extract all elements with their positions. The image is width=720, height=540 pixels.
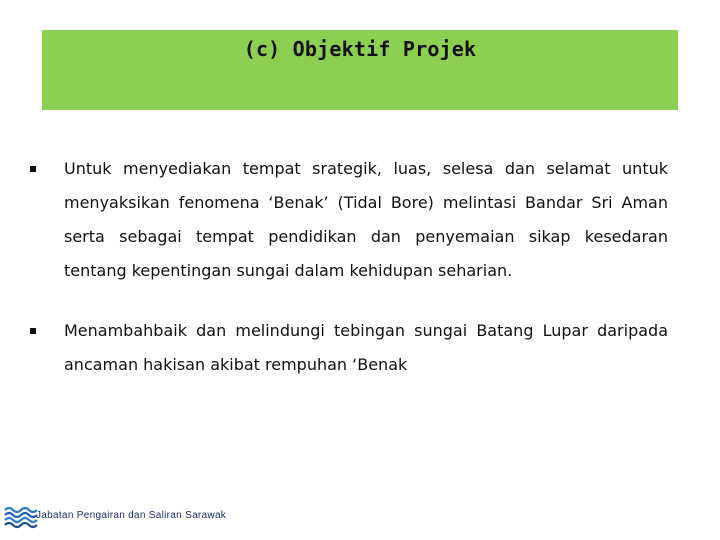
square-bullet-icon [30, 328, 36, 334]
square-bullet-icon [30, 166, 36, 172]
organization-name: Jabatan Pengairan dan Saliran Sarawak [36, 510, 227, 521]
objective-text: Untuk menyediakan tempat srategik, luas, selesa dan selamat untuk menyaksikan fenomena ‘Benak’ (Tidal Bore) melintasi Bandar Sri Aman serta sebagai tempat pendidikan dan penyemaian sikap kesedaran tentang kepentingan sungai dalam kehidupan seharian. [64, 159, 668, 280]
title-banner [42, 30, 678, 110]
footer [4, 500, 304, 534]
objective-text: Menambahbaik dan melindungi tebingan sungai Batang Lupar daripada ancaman hakisan akibat rempuhan ‘Benak [64, 321, 668, 374]
objectives-list [28, 152, 668, 382]
objective-item [28, 314, 668, 382]
objective-item [28, 152, 668, 288]
water-waves-logo-icon [4, 504, 38, 530]
slide-title: (c) Objektif Projek [243, 37, 477, 61]
